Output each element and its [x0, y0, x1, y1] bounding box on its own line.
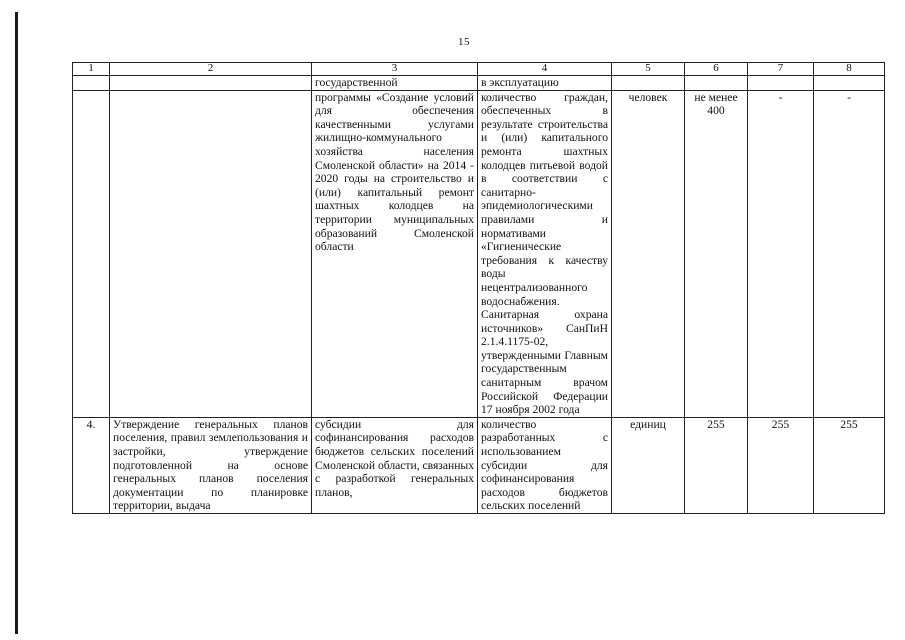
cell-number: [73, 76, 110, 91]
cell-indicator: количество граждан, обеспеченных в результате строительства и (или) капитального ремонта шахтных колодцев питьевой водой в соответствии с санитарно-эпидемиологическими правилами и нормативами «Гигиенические требования к качеству воды нецентрализованного водоснабжения. Санитарная охрана источников» СанПиН 2.1.4.1175-02, утвержденными Главным государственным санитарным врачом Российской Федерации 17 ноября 2002 года: [478, 90, 612, 417]
cell-unit: [612, 76, 685, 91]
column-header: 6: [685, 63, 748, 76]
cell-value: [748, 76, 814, 91]
column-header: 1: [73, 63, 110, 76]
cell-value: -: [748, 90, 814, 417]
cell-indicator: в эксплуатацию: [478, 76, 612, 91]
cell-value: [685, 76, 748, 91]
cell-unit: человек: [612, 90, 685, 417]
cell-value: 255: [685, 417, 748, 513]
cell-activity: [110, 90, 312, 417]
cell-activity: [110, 76, 312, 91]
cell-funding: государственной: [312, 76, 478, 91]
scan-edge-line: [15, 12, 18, 634]
table-row: [73, 417, 885, 513]
cell-value: не менее 400: [685, 90, 748, 417]
cell-activity: Утверждение генеральных планов поселения, правил землепользования и застройки, утверждение подготовленной на основе генеральных планов поселения документации по планировке территории, выдача: [110, 417, 312, 513]
page-number: 15: [458, 36, 470, 48]
document-table: [72, 62, 885, 514]
cell-number: [73, 90, 110, 417]
table-row: [73, 76, 885, 91]
column-header: 8: [814, 63, 885, 76]
column-header: 2: [110, 63, 312, 76]
column-header-row: [73, 63, 885, 76]
cell-value: 255: [814, 417, 885, 513]
column-header: 5: [612, 63, 685, 76]
cell-funding: субсидии для софинансирования расходов бюджетов сельских поселений Смоленской области, связанных с разработкой генеральных планов,: [312, 417, 478, 513]
cell-unit: единиц: [612, 417, 685, 513]
cell-indicator: количество разработанных с использованием субсидии для софинансирования расходов бюджетов сельских поселений: [478, 417, 612, 513]
table-row: [73, 90, 885, 417]
cell-value: [814, 76, 885, 91]
cell-value: 255: [748, 417, 814, 513]
column-header: 7: [748, 63, 814, 76]
column-header: 4: [478, 63, 612, 76]
cell-value: -: [814, 90, 885, 417]
cell-number: 4.: [73, 417, 110, 513]
cell-funding: программы «Создание условий для обеспечения качественными услугами жилищно-коммунального хозяйства населения Смоленской области» на 2014 - 2020 годы на строительство и (или) капитальный ремонт шахтных колодцев на территории муниципальных образований Смоленской области: [312, 90, 478, 417]
column-header: 3: [312, 63, 478, 76]
